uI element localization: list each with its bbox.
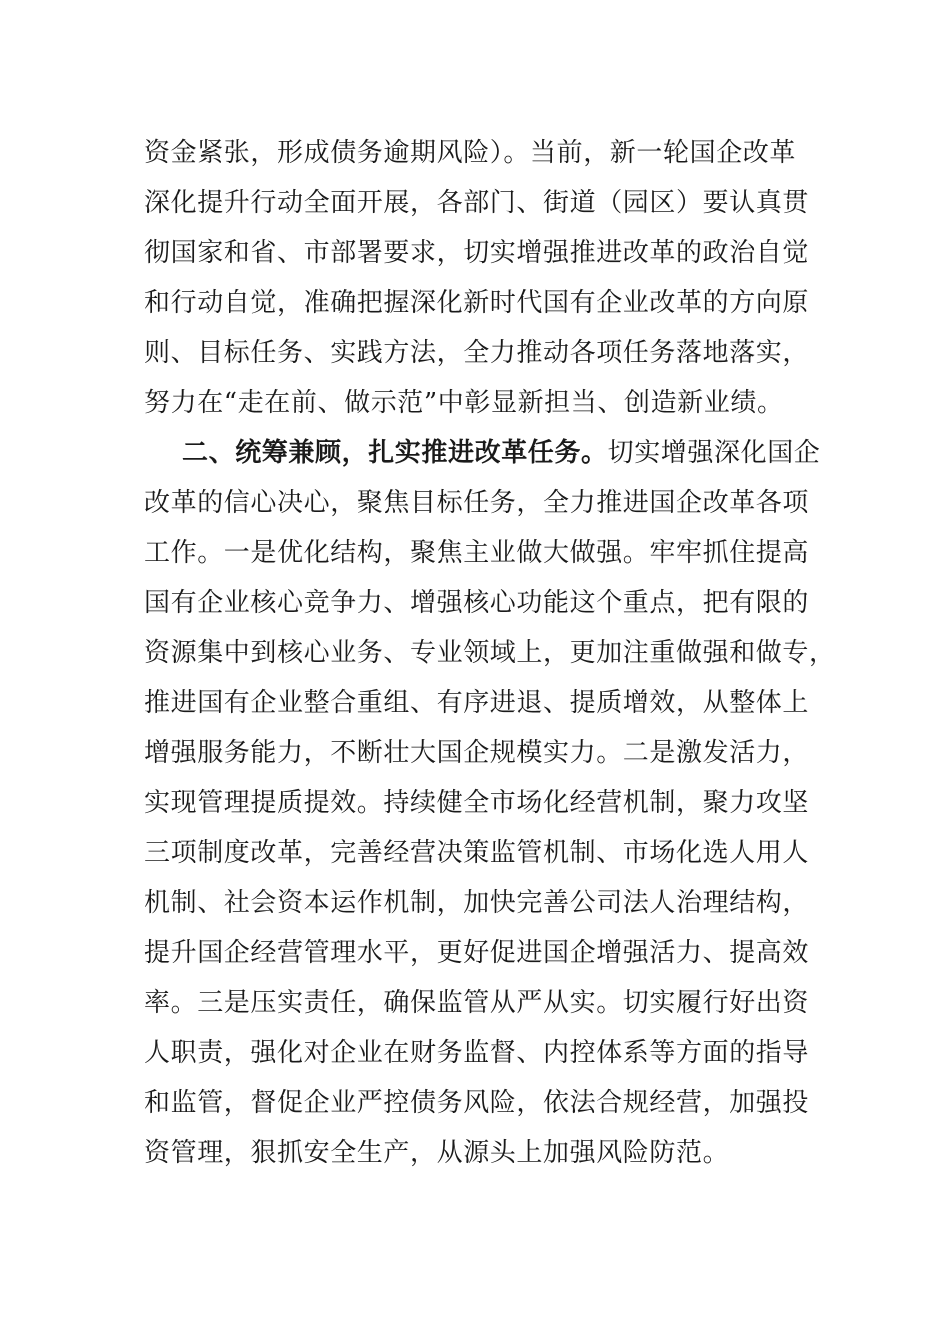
paragraph-line: 彻国家和省、市部署要求，切实增强推进改革的政治自觉: [144, 238, 810, 268]
paragraph-line: 推进国有企业整合重组、有序进退、提质增效，从整体上: [144, 688, 810, 718]
paragraph-line: 工作。一是优化结构，聚焦主业做大做强。牢牢抓住提高: [144, 538, 810, 568]
paragraph-line: 提升国企经营管理水平，更好促进国企增强活力、提高效: [144, 938, 810, 968]
paragraph-first-line: [144, 428, 821, 478]
paragraph-line: 努力在“走在前、做示范”中彰显新担当、创造新业绩。: [144, 388, 784, 418]
paragraph-line: 资源集中到核心业务、专业领域上，更加注重做强和做专，: [144, 638, 836, 668]
paragraph-line: 和行动自觉，准确把握深化新时代国有企业改革的方向原: [144, 288, 810, 318]
paragraph-line: 机制、社会资本运作机制，加快完善公司法人治理结构，: [144, 888, 810, 918]
paragraph-line: 三项制度改革，完善经营决策监管机制、市场化选人用人: [144, 838, 810, 868]
paragraph-line: 和监管，督促企业严控债务风险，依法合规经营，加强投: [144, 1088, 810, 1118]
paragraph-line: 率。三是压实责任，确保监管从严从实。切实履行好出资: [144, 988, 810, 1018]
paragraph-1: [144, 128, 816, 428]
paragraph-2: [144, 428, 836, 1178]
document-body: [144, 128, 836, 1178]
paragraph-line: 人职责，强化对企业在财务监督、内控体系等方面的指导: [144, 1038, 810, 1068]
paragraph-line: 增强服务能力，不断壮大国企规模实力。二是激发活力，: [144, 738, 810, 768]
paragraph-line: 国有企业核心竞争力、增强核心功能这个重点，把有限的: [144, 588, 810, 618]
paragraph-line: 改革的信心决心，聚焦目标任务，全力推进国企改革各项: [144, 488, 810, 518]
paragraph-line: 资金紧张，形成债务逾期风险）。当前，新一轮国企改革: [144, 138, 797, 168]
section-heading: 二、统筹兼顾，扎实推进改革任务。: [182, 438, 608, 468]
paragraph-line: 实现管理提质提效。持续健全市场化经营机制，聚力攻坚: [144, 788, 810, 818]
paragraph-line: 资管理，狠抓安全生产，从源头上加强风险防范。: [144, 1138, 730, 1168]
paragraph-text: 切实增强深化国企: [607, 438, 821, 468]
paragraph-line: 则、目标任务、实践方法，全力推动各项任务落地落实，: [144, 338, 810, 368]
paragraph-line: 深化提升行动全面开展，各部门、街道（园区）要认真贯: [144, 188, 810, 218]
